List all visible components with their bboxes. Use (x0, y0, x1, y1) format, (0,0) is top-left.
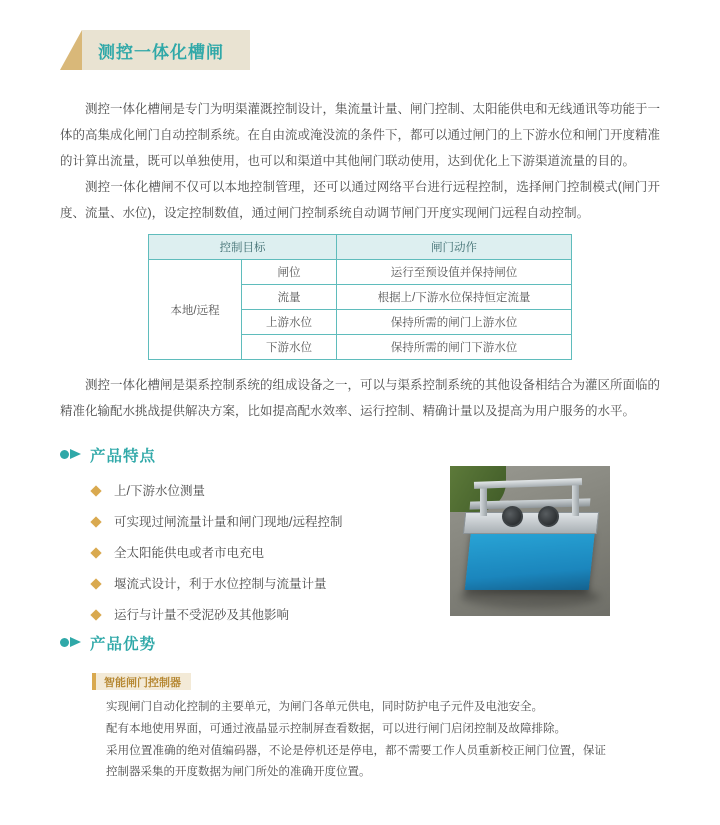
intro-paragraph-3: 测控一体化槽闸是渠系控制系统的组成设备之一，可以与渠系控制系统的其他设备相结合为灌区所面临的精准化输配水挑战提供解决方案，比如提高配水效率、运行控制、精确计量以及提高为用户服务的水平。 (60, 378, 661, 418)
section-heading-features (60, 444, 156, 466)
advantage-tag (92, 673, 191, 690)
advantage-line: 采用位置准确的绝对值编码器，不论是停机还是停电，都不需要工作人员重新校正闸门位置，保证控制器采集的开度数据为闸门所处的准确开度位置。 (106, 745, 606, 778)
photo-gate-motor-right (538, 506, 559, 527)
features-list (92, 483, 422, 638)
list-item (92, 483, 422, 499)
list-item (92, 545, 422, 561)
table-header-target: 控制目标 (149, 235, 337, 260)
advantage-line: 配有本地使用界面，可通过液晶显示控制屏查看数据，可以进行闸门启闭控制及故障排除。 (106, 723, 566, 735)
diamond-bullet-icon (90, 609, 101, 620)
advantage-tag-label: 智能闸门控制器 (104, 676, 181, 689)
table-header-row (149, 235, 572, 260)
advantages-heading-text: 产品优势 (90, 636, 157, 653)
tag-accent-bar (92, 673, 96, 690)
table-cell-action: 保持所需的闸门下游水位 (337, 335, 572, 360)
table-cell-action: 根据上/下游水位保持恒定流量 (337, 285, 572, 310)
photo-gate-post-right (572, 482, 579, 516)
list-item (92, 514, 422, 530)
feature-text: 可实现过闸流量计量和闸门现地/远程控制 (114, 515, 343, 529)
table-cell-action: 运行至预设值并保持闸位 (337, 260, 572, 285)
table-header-action: 闸门动作 (337, 235, 572, 260)
title-bar (82, 30, 250, 70)
feature-text: 全太阳能供电或者市电充电 (114, 546, 265, 560)
feature-text: 堰流式设计，利于水位控制与流量计量 (114, 577, 327, 591)
intro-paragraph-1: 测控一体化槽闸是专门为明渠灌溉控制设计，集流量计量、闸门控制、太阳能供电和无线通讯等功能于一体的高集成化闸门自动控制系统。在自由流或淹没流的条件下，都可以通过闸门的上下游水位和闸门开度精准的计算出流量，既可以单独使用，也可以和渠道中其他闸门联动使用，达到优化上下游渠道流量的目的。 (60, 102, 661, 168)
arrow-bullet-icon (60, 448, 82, 462)
control-table-wrapper (148, 234, 572, 360)
list-item (92, 607, 422, 623)
diamond-bullet-icon (90, 578, 101, 589)
product-photo (450, 466, 610, 616)
table-cell-target: 闸位 (242, 260, 337, 285)
advantage-line: 实现闸门自动化控制的主要单元，为闸门各单元供电，同时防护电子元件及电池安全。 (106, 701, 543, 713)
feature-text: 运行与计量不受泥砂及其他影响 (114, 608, 290, 622)
diamond-bullet-icon (90, 485, 101, 496)
photo-gate-motor-left (502, 506, 523, 527)
features-heading-text: 产品特点 (90, 448, 157, 465)
title-corner-accent (60, 30, 82, 70)
table-group-label: 本地/远程 (149, 260, 242, 360)
diamond-bullet-icon (90, 547, 101, 558)
diamond-bullet-icon (90, 516, 101, 527)
arrow-bullet-icon (60, 636, 82, 650)
table-cell-target: 上游水位 (242, 310, 337, 335)
control-table (148, 234, 572, 360)
section-heading-advantages (60, 632, 156, 654)
list-item (92, 576, 422, 592)
photo-gate-panel (465, 528, 596, 590)
page-title: 测控一体化槽闸 (98, 42, 224, 62)
feature-text: 上/下游水位测量 (114, 484, 205, 498)
page-title-banner (60, 30, 250, 70)
table-cell-target: 流量 (242, 285, 337, 310)
table-cell-target: 下游水位 (242, 335, 337, 360)
advantages-body (106, 697, 606, 784)
table-cell-action: 保持所需的闸门上游水位 (337, 310, 572, 335)
table-row (149, 260, 572, 285)
intro-paragraph-2: 测控一体化槽闸不仅可以本地控制管理，还可以通过网络平台进行远程控制，选择闸门控制模式(闸门开度、流量、水位)，设定控制数值，通过闸门控制系统自动调节闸门开度实现闸门远程自动控制。 (60, 180, 660, 220)
